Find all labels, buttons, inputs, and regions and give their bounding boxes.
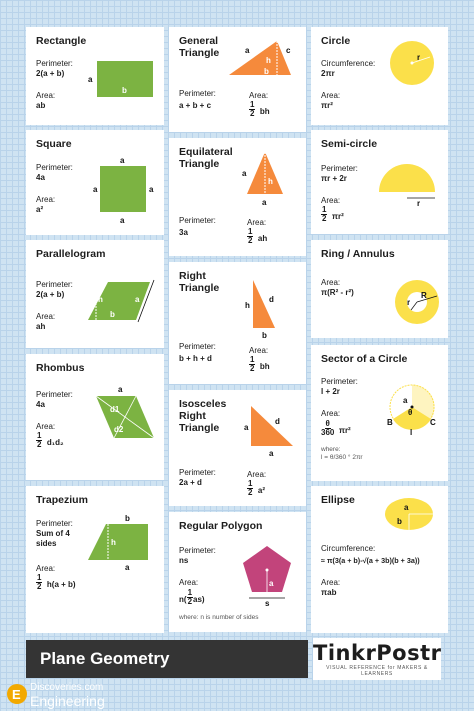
ellipse-area: πab	[321, 588, 337, 597]
trapezium-b-label: b	[125, 514, 130, 523]
general-triangle-c-label: c	[286, 46, 291, 55]
semicircle-perimeter-label: Perimeter:	[321, 164, 358, 173]
semicircle-area-label: Area:	[321, 196, 341, 205]
ring-shape	[311, 240, 448, 338]
sector-shape	[311, 345, 448, 481]
rectangle-title: Rectangle	[36, 35, 87, 47]
rhombus-perimeter: 4a	[36, 400, 45, 409]
equilateral-triangle-a-label: a	[242, 169, 247, 178]
card-equilateral-triangle	[169, 138, 306, 256]
semicircle-shape	[311, 130, 448, 234]
ring-r-label: r	[407, 298, 411, 307]
semicircle-r-label: r	[417, 199, 421, 208]
circle-area: πr²	[321, 101, 333, 110]
right-triangle-d-label: d	[269, 295, 274, 304]
card-regular-polygon	[169, 512, 306, 632]
trapezium-area: $\frac{1}{2}$ h(a + b)	[37, 573, 76, 592]
ellipse-shape	[311, 486, 448, 633]
card-rectangle	[26, 27, 164, 125]
trapezium-area-label: Area:	[36, 564, 56, 573]
parallelogram-area: ah	[36, 322, 46, 331]
equilateral-triangle-perimeter-label: Perimeter:	[179, 216, 216, 225]
isosceles-right-triangle-shape	[169, 390, 306, 506]
circle-r-label: r	[417, 53, 421, 62]
card-isosceles-right-triangle	[169, 390, 306, 506]
ellipse-circumference-label: Circumference:	[321, 544, 376, 553]
square-title: Square	[36, 138, 72, 150]
general-triangle-area-label: Area:	[249, 91, 269, 100]
rectangle-perimeter-label: Perimeter:	[36, 59, 73, 68]
card-right-triangle	[169, 262, 306, 384]
regular-polygon-perimeter: ns	[179, 556, 189, 565]
rectangle-area-label: Area:	[36, 91, 56, 100]
svg-text:E: E	[12, 687, 21, 702]
regular-polygon-note: where: n is number of sides	[179, 614, 259, 621]
right-triangle-shape	[169, 262, 306, 384]
trapezium-perimeter-label: Perimeter:	[36, 519, 73, 528]
card-ring	[311, 240, 448, 338]
card-rhombus	[26, 354, 164, 480]
trapezium-title: Trapezium	[36, 494, 88, 506]
general-triangle-perimeter: a + b + c	[179, 101, 212, 110]
parallelogram-b-label: b	[110, 310, 115, 319]
poster-title: Plane Geometry	[40, 649, 170, 668]
sector-theta-label: θ	[408, 408, 413, 417]
isosceles-right-triangle-perimeter-label: Perimeter:	[179, 468, 216, 477]
rectangle-perimeter: 2(a + b)	[36, 69, 65, 78]
rhombus-shape	[26, 354, 164, 480]
equilateral-triangle-title: Equilateral Triangle	[179, 146, 233, 170]
rhombus-title: Rhombus	[36, 362, 85, 374]
equilateral-triangle-h-label: h	[268, 177, 273, 186]
card-circle	[311, 27, 448, 125]
ellipse-b-label: b	[397, 517, 402, 526]
rhombus-d2-label: d2	[114, 425, 124, 434]
right-triangle-area-label: Area:	[249, 346, 269, 355]
parallelogram-h-label: h	[98, 295, 103, 304]
semicircle-title: Semi-circle	[321, 138, 378, 150]
regular-polygon-perimeter-label: Perimeter:	[179, 546, 216, 555]
square-area: a²	[36, 205, 44, 214]
rectangle-shape	[26, 27, 164, 125]
card-ellipse	[311, 486, 448, 633]
isosceles-right-triangle-title: Isosceles Right Triangle	[179, 398, 227, 434]
regular-polygon-a-label: a	[269, 579, 274, 588]
isosceles-right-triangle-perimeter: 2a + d	[179, 478, 202, 487]
general-triangle-h-label: h	[266, 56, 271, 65]
rhombus-area-label: Area:	[36, 422, 56, 431]
equilateral-triangle-perimeter: 3a	[179, 228, 188, 237]
general-triangle-shape	[169, 27, 306, 132]
equilateral-triangle-area-label: Area:	[247, 218, 267, 227]
ellipse-area-label: Area:	[321, 578, 341, 587]
rectangle-area: ab	[36, 101, 46, 110]
equilateral-triangle-a-bottom: a	[262, 198, 267, 207]
watermark-logo-icon	[6, 683, 28, 705]
square-perimeter: 4a	[36, 173, 45, 182]
sector-area-label: Area:	[321, 409, 341, 418]
sector-note-where: where:	[321, 446, 341, 453]
sector-note: l = θ/360 ° 2πr	[321, 454, 363, 461]
right-triangle-title: Right Triangle	[179, 270, 220, 294]
square-perimeter-label: Perimeter:	[36, 163, 73, 172]
card-trapezium	[26, 486, 164, 633]
square-a-bottom: a	[120, 216, 125, 225]
square-area-label: Area:	[36, 195, 56, 204]
card-semicircle	[311, 130, 448, 234]
parallelogram-perimeter-label: Perimeter:	[36, 280, 73, 289]
ring-area: π(R² - r²)	[321, 288, 354, 297]
right-triangle-perimeter: b + h + d	[179, 354, 212, 363]
ellipse-circumference: ≈ π(3(a + b)-√(a + 3b)(b + 3a))	[321, 556, 420, 565]
sector-perimeter-label: Perimeter:	[321, 377, 358, 386]
parallelogram-area-label: Area:	[36, 312, 56, 321]
circle-circumference: 2πr	[321, 69, 335, 78]
card-parallelogram	[26, 240, 164, 348]
general-triangle-a-label: a	[245, 46, 250, 55]
semicircle-area: $\frac{1}{2}$ πr²	[322, 205, 344, 224]
parallelogram-title: Parallelogram	[36, 248, 106, 260]
ring-title: Ring / Annulus	[321, 248, 395, 260]
square-a-right: a	[149, 185, 154, 194]
watermark-line1: Discoveries.com	[30, 682, 104, 693]
regular-polygon-area-label: Area:	[179, 578, 199, 587]
right-triangle-b-label: b	[262, 331, 267, 340]
sector-l-label: l	[410, 428, 413, 437]
regular-polygon-area: n( $\frac{1}{2}$ as)	[179, 588, 205, 607]
ring-area-label: Area:	[321, 278, 341, 287]
isosceles-right-triangle-area: $\frac{1}{2}$ a²	[248, 479, 266, 498]
isosceles-right-triangle-a-left: a	[244, 423, 249, 432]
general-triangle-area: $\frac{1}{2}$ bh	[250, 100, 270, 119]
sector-B-label: B	[387, 418, 393, 427]
equilateral-triangle-shape	[169, 138, 306, 256]
rectangle-a-label: a	[88, 75, 93, 84]
isosceles-right-triangle-a-bottom: a	[269, 449, 274, 458]
general-triangle-title: General Triangle	[179, 35, 220, 59]
circle-shape	[311, 27, 448, 125]
general-triangle-b-label: b	[264, 67, 269, 76]
card-general-triangle	[169, 27, 306, 132]
square-shape	[26, 130, 164, 235]
right-triangle-perimeter-label: Perimeter:	[179, 342, 216, 351]
isosceles-right-triangle-d-label: d	[275, 417, 280, 426]
circle-circumference-label: Circumference:	[321, 59, 376, 68]
rhombus-area: $\frac{1}{2}$ d₁d₂	[37, 431, 64, 450]
circle-area-label: Area:	[321, 91, 341, 100]
rhombus-d1-label: d1	[110, 405, 120, 414]
brand-tagline: VISUAL REFERENCE for MAKERS & LEARNERS	[326, 665, 428, 677]
brand-box	[313, 638, 441, 680]
parallelogram-shape	[26, 240, 164, 348]
regular-polygon-title: Regular Polygon	[179, 520, 263, 532]
rhombus-a-label: a	[118, 385, 123, 394]
trapezium-perimeter: Sum of 4 sides	[36, 529, 70, 548]
rectangle-b-label: b	[122, 86, 127, 95]
right-triangle-area: $\frac{1}{2}$ bh	[250, 355, 270, 374]
footer-bar	[26, 640, 308, 678]
ellipse-title: Ellipse	[321, 494, 355, 506]
sector-area: $\frac{\theta}{360}$ πr²	[321, 419, 351, 438]
equilateral-triangle-area: $\frac{1}{2}$ ah	[248, 227, 268, 246]
sector-a-label: a	[403, 396, 408, 405]
sector-C-label: C	[430, 418, 436, 427]
ring-R-label: R	[421, 291, 427, 300]
sector-perimeter: l + 2r	[321, 387, 340, 396]
square-a-top: a	[120, 156, 125, 165]
regular-polygon-s-label: s	[265, 599, 270, 608]
square-a-left: a	[93, 185, 98, 194]
isosceles-right-triangle-area-label: Area:	[247, 470, 267, 479]
watermark-line2: Engineering	[30, 693, 105, 709]
regular-polygon-shape	[169, 512, 306, 632]
trapezium-a-label: a	[125, 563, 130, 572]
semicircle-perimeter: πr + 2r	[321, 174, 347, 183]
sector-title: Sector of a Circle	[321, 353, 408, 365]
trapezium-shape	[26, 486, 164, 633]
card-square	[26, 130, 164, 235]
general-triangle-perimeter-label: Perimeter:	[179, 89, 216, 98]
rhombus-perimeter-label: Perimeter:	[36, 390, 73, 399]
right-triangle-h-label: h	[245, 301, 250, 310]
card-sector	[311, 345, 448, 481]
brand-name: TinkrPostr	[313, 641, 442, 665]
ellipse-a-label: a	[404, 503, 409, 512]
trapezium-h-label: h	[111, 538, 116, 547]
parallelogram-perimeter: 2(a + b)	[36, 290, 65, 299]
parallelogram-a-label: a	[135, 295, 140, 304]
circle-title: Circle	[321, 35, 351, 47]
